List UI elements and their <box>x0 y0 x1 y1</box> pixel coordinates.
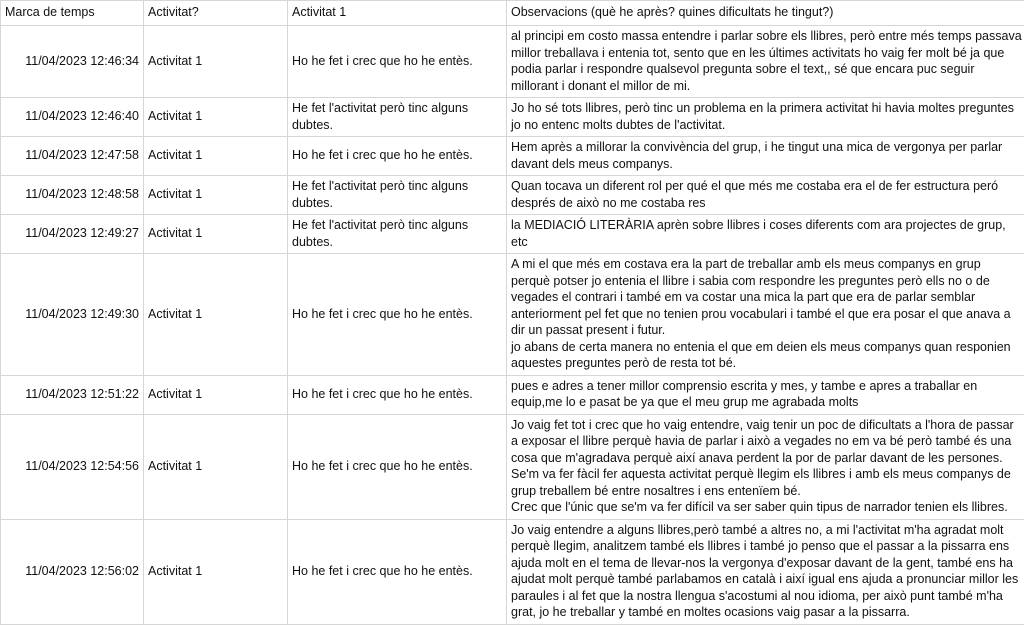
cell-activity[interactable]: Activitat 1 <box>144 414 288 519</box>
cell-timestamp[interactable]: 11/04/2023 12:51:22 <box>1 375 144 414</box>
cell-timestamp[interactable]: 11/04/2023 12:54:56 <box>1 414 144 519</box>
cell-timestamp[interactable]: 11/04/2023 12:46:40 <box>1 98 144 137</box>
cell-activity-1[interactable]: Ho he fet i crec que ho he entès. <box>288 137 507 176</box>
header-observations[interactable]: Observacions (què he après? quines dificultats he tingut?) <box>507 1 1024 26</box>
table-row <box>1 414 1024 519</box>
header-row <box>1 1 1024 26</box>
cell-activity[interactable]: Activitat 1 <box>144 375 288 414</box>
cell-observation[interactable]: al principi em costo massa entendre i parlar sobre els llibres, però entre més temps passava millor treballava i entenia tot, sento que en les últimes activitats ho vaig fer molt bé ja que podia parlar i respondre qualsevol pregunta sobre el text,, sé que encara puc seguir millorant i donant el millor de mi. <box>507 26 1024 98</box>
cell-activity[interactable]: Activitat 1 <box>144 98 288 137</box>
cell-activity-1[interactable]: He fet l'activitat però tinc alguns dubtes. <box>288 98 507 137</box>
cell-timestamp[interactable]: 11/04/2023 12:49:30 <box>1 254 144 376</box>
table-row <box>1 375 1024 414</box>
cell-observation[interactable]: la MEDIACIÓ LITERÀRIA aprèn sobre llibres i coses diferents com ara projectes de grup, etc <box>507 215 1024 254</box>
table-row <box>1 26 1024 98</box>
cell-timestamp[interactable]: 11/04/2023 12:56:02 <box>1 519 144 624</box>
cell-activity[interactable]: Activitat 1 <box>144 254 288 376</box>
cell-observation[interactable]: Jo ho sé tots llibres, però tinc un problema en la primera activitat hi havia moltes preguntes jo no entenc molts dubtes de l'activitat. <box>507 98 1024 137</box>
cell-activity[interactable]: Activitat 1 <box>144 176 288 215</box>
header-activity-1[interactable]: Activitat 1 <box>288 1 507 26</box>
cell-activity[interactable]: Activitat 1 <box>144 519 288 624</box>
cell-activity[interactable]: Activitat 1 <box>144 215 288 254</box>
cell-activity-1[interactable]: Ho he fet i crec que ho he entès. <box>288 254 507 376</box>
header-activity-question[interactable]: Activitat? <box>144 1 288 26</box>
cell-timestamp[interactable]: 11/04/2023 12:48:58 <box>1 176 144 215</box>
table-row <box>1 137 1024 176</box>
cell-observation[interactable]: A mi el que més em costava era la part de treballar amb els meus companys en grup perquè potser jo entenia el llibre i sabia com respondre les preguntes però ells no o de vegades el contrari i també em va costar una mica la part que era de parlar semblar anteriorment pel fet que no tenien prou vocabulari i també el que era posar el que anava a dir un passat present i futur. jo abans de certa manera no entenia el que em deien els meus companys quan responien aquestes preguntes però de resta tot bé. <box>507 254 1024 376</box>
cell-observation[interactable]: Jo vaig fet tot i crec que ho vaig entendre, vaig tenir un poc de dificultats a l'hora de passar a exposar el llibre perquè havia de parlar i això a vegades no em va bé però també és una cosa que m'agradava perquè així anava perdent la por de parlar davant de les persones. Se'm va fer fàcil fer aquesta activitat perquè llegim els llibres i amb els meus companys de grup treballem bé entre nosaltres i ens entenïem bé. Crec que l'únic que se'm va fer difícil va ser saber quin tipus de narrador tenien els llibres. <box>507 414 1024 519</box>
cell-activity-1[interactable]: Ho he fet i crec que ho he entès. <box>288 519 507 624</box>
cell-observation[interactable]: pues e adres a tener millor comprensio escrita y mes, y tambe e apres a traballar en equip,me lo e pasat be ya que el meu grup me agrabada molts <box>507 375 1024 414</box>
cell-timestamp[interactable]: 11/04/2023 12:49:27 <box>1 215 144 254</box>
cell-observation[interactable]: Hem après a millorar la convivència del grup, i he tingut una mica de vergonya per parlar davant dels meus companys. <box>507 137 1024 176</box>
cell-activity-1[interactable]: He fet l'activitat però tinc alguns dubtes. <box>288 176 507 215</box>
table-row <box>1 215 1024 254</box>
cell-activity-1[interactable]: Ho he fet i crec que ho he entès. <box>288 26 507 98</box>
table-row <box>1 176 1024 215</box>
cell-observation[interactable]: Quan tocava un diferent rol per qué el que més me costaba era el de fer estructura peró després de això no me costaba res <box>507 176 1024 215</box>
table-row <box>1 254 1024 376</box>
table-row <box>1 98 1024 137</box>
cell-activity-1[interactable]: Ho he fet i crec que ho he entès. <box>288 414 507 519</box>
cell-observation[interactable]: Jo vaig entendre a alguns llibres,però també a altres no, a mi l'activitat m'ha agradat molt perquè llegim, analitzem també els llibres i també jo penso que el passar a la pissarra ens ajuda molt en el tema de llevar-nos la vergonya d'exposar davant de la gent, també ens ha ajudat molt perquè també parlabamos en català i així igual ens ajuda a pronunciar millor les paraules i al fet que la nostra llengua s'acostumi al nou idioma, per això punt també m'ha grat, jo he treballar y també en moltes ocasions vaig pasar a la pissarra. <box>507 519 1024 624</box>
cell-timestamp[interactable]: 11/04/2023 12:47:58 <box>1 137 144 176</box>
header-timestamp[interactable]: Marca de temps <box>1 1 144 26</box>
cell-activity-1[interactable]: Ho he fet i crec que ho he entès. <box>288 375 507 414</box>
cell-activity-1[interactable]: He fet l'activitat però tinc alguns dubtes. <box>288 215 507 254</box>
table-row <box>1 519 1024 624</box>
cell-activity[interactable]: Activitat 1 <box>144 137 288 176</box>
cell-activity[interactable]: Activitat 1 <box>144 26 288 98</box>
cell-timestamp[interactable]: 11/04/2023 12:46:34 <box>1 26 144 98</box>
